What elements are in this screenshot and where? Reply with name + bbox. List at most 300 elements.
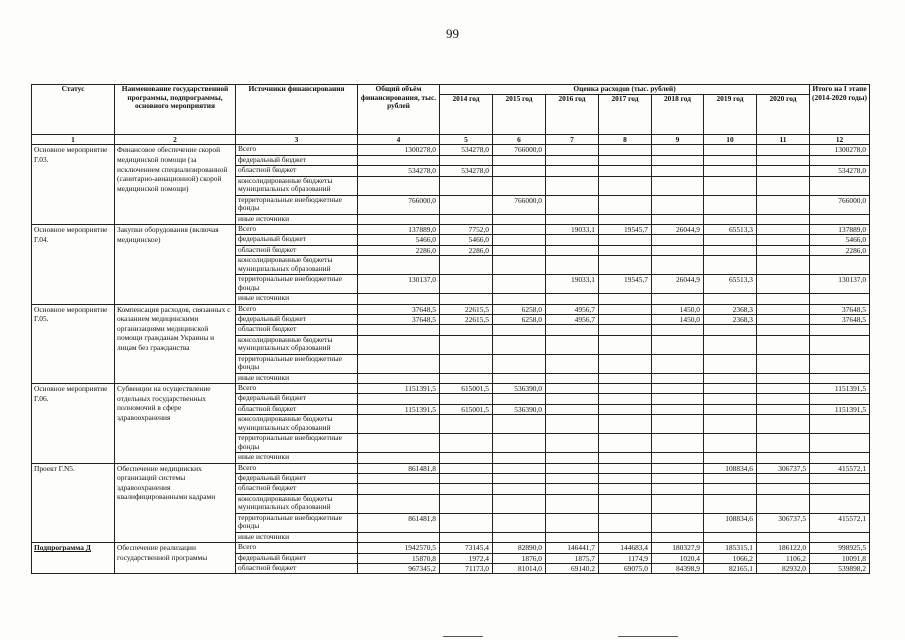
value-cell [810, 453, 870, 463]
value-cell [704, 325, 757, 335]
value-cell [757, 155, 810, 165]
value-cell [757, 245, 810, 255]
value-cell [546, 294, 599, 304]
value-cell [546, 513, 599, 532]
column-number: 2 [115, 135, 236, 145]
value-cell: 137889,0 [810, 224, 870, 234]
value-cell [546, 494, 599, 513]
value-cell: 19033,1 [546, 275, 599, 294]
column-number: 3 [236, 135, 358, 145]
table-row [32, 145, 870, 155]
row-name: Обеспечение реализации государственной программы [115, 543, 236, 574]
value-cell: 5466,0 [810, 235, 870, 245]
value-cell: 534278,0 [440, 166, 493, 176]
value-cell [358, 176, 440, 195]
row-status [32, 224, 115, 304]
value-cell [757, 494, 810, 513]
value-cell [599, 214, 652, 224]
row-name: Обеспечение медицинских организаций системы здравоохранения квалифицированными кадрами [115, 463, 236, 543]
source-label: областной бюджет [236, 563, 358, 573]
value-cell [546, 214, 599, 224]
value-cell: 26044,9 [652, 224, 704, 234]
value-cell [652, 335, 704, 354]
value-cell [358, 474, 440, 484]
value-cell [599, 532, 652, 542]
value-cell: 2286,0 [810, 245, 870, 255]
value-cell [599, 513, 652, 532]
value-cell [546, 256, 599, 275]
value-cell [652, 415, 704, 434]
value-cell: 766000,0 [493, 145, 546, 155]
value-cell [599, 384, 652, 394]
financing-table [31, 84, 870, 574]
value-cell [493, 373, 546, 383]
value-cell [704, 145, 757, 155]
value-cell: 861481,8 [358, 513, 440, 532]
value-cell [599, 155, 652, 165]
value-cell [440, 453, 493, 463]
value-cell [704, 235, 757, 245]
value-cell [493, 434, 546, 453]
value-cell: 69140,2 [546, 563, 599, 573]
value-cell [493, 166, 546, 176]
value-cell [652, 155, 704, 165]
value-cell [652, 463, 704, 473]
value-cell [546, 532, 599, 542]
value-cell [599, 176, 652, 195]
value-cell [493, 415, 546, 434]
value-cell: 766000,0 [493, 195, 546, 214]
value-cell [358, 354, 440, 373]
value-cell [599, 235, 652, 245]
value-cell: 82932,0 [757, 563, 810, 573]
value-cell [704, 245, 757, 255]
value-cell [652, 384, 704, 394]
value-cell [810, 532, 870, 542]
value-cell: 26044,9 [652, 275, 704, 294]
status-label: Основное мероприятие Г.06. [34, 384, 108, 403]
value-cell: 65513,3 [704, 275, 757, 294]
value-cell [652, 325, 704, 335]
value-cell [493, 235, 546, 245]
table-row [32, 543, 870, 553]
value-cell [757, 235, 810, 245]
value-cell [440, 494, 493, 513]
source-label: областной бюджет [236, 245, 358, 255]
value-cell [493, 513, 546, 532]
value-cell [493, 214, 546, 224]
value-cell [358, 434, 440, 453]
value-cell [546, 373, 599, 383]
value-cell [652, 394, 704, 404]
value-cell [757, 145, 810, 155]
row-name: Финансовое обеспечение скорой медицинской помощи (за исключением специализированной (санитарно-авиационной) скорой медицинской помощи) [115, 145, 236, 225]
value-cell [599, 195, 652, 214]
source-label: областной бюджет [236, 404, 358, 414]
value-cell: 1300278,0 [358, 145, 440, 155]
value-cell [652, 513, 704, 532]
value-cell [757, 484, 810, 494]
value-cell: 73145,4 [440, 543, 493, 553]
value-cell [493, 394, 546, 404]
value-cell: 861481,8 [358, 463, 440, 473]
row-name: Закупки оборудования (включая медицинское) [115, 224, 236, 304]
value-cell: 4956,7 [546, 304, 599, 314]
value-cell [810, 394, 870, 404]
header-year: 2018 год [652, 95, 704, 135]
value-cell [358, 494, 440, 513]
value-cell [493, 176, 546, 195]
value-cell: 1875,7 [546, 553, 599, 563]
value-cell: 4956,7 [546, 314, 599, 324]
value-cell [358, 256, 440, 275]
page-number: 99 [446, 26, 459, 41]
table-row [32, 224, 870, 234]
value-cell [704, 256, 757, 275]
value-cell [546, 145, 599, 155]
value-cell: 65513,3 [704, 224, 757, 234]
source-label: территориальные внебюджетные фонды [236, 195, 358, 214]
value-cell [810, 354, 870, 373]
value-cell [599, 335, 652, 354]
value-cell [599, 434, 652, 453]
value-cell: 10091,8 [810, 553, 870, 563]
value-cell [599, 294, 652, 304]
value-cell [599, 166, 652, 176]
column-number: 7 [546, 135, 599, 145]
value-cell [810, 484, 870, 494]
value-cell: 7752,0 [440, 224, 493, 234]
value-cell [440, 415, 493, 434]
value-cell [810, 176, 870, 195]
value-cell [358, 453, 440, 463]
value-cell [757, 166, 810, 176]
value-cell [493, 453, 546, 463]
value-cell: 1151391,5 [358, 404, 440, 414]
source-label: консолидированные бюджеты муниципальных образований [236, 176, 358, 195]
value-cell: 1174,9 [599, 553, 652, 563]
value-cell [652, 474, 704, 484]
column-number: 1 [32, 135, 115, 145]
value-cell: 1300278,0 [810, 145, 870, 155]
source-label: федеральный бюджет [236, 394, 358, 404]
column-number: 11 [757, 135, 810, 145]
value-cell [358, 325, 440, 335]
table-row [32, 463, 870, 473]
value-cell [546, 434, 599, 453]
value-cell: 37648,5 [810, 314, 870, 324]
value-cell: 615001,5 [440, 404, 493, 414]
value-cell [704, 484, 757, 494]
source-label: консолидированные бюджеты муниципальных образований [236, 494, 358, 513]
value-cell: 19545,7 [599, 275, 652, 294]
row-name: Субвенции на осуществление отдельных государственных полномочий в сфере здравоохранения [115, 384, 236, 464]
value-cell [493, 256, 546, 275]
value-cell: 539898,2 [810, 563, 870, 573]
source-label: федеральный бюджет [236, 553, 358, 563]
status-label: Основное мероприятие Г.04. [34, 224, 108, 244]
row-status [32, 543, 115, 574]
source-label: федеральный бюджет [236, 235, 358, 245]
value-cell: 82890,0 [493, 543, 546, 553]
value-cell [546, 453, 599, 463]
value-cell: 536390,0 [493, 404, 546, 414]
value-cell: 6258,0 [493, 314, 546, 324]
value-cell [704, 176, 757, 195]
value-cell [652, 532, 704, 542]
value-cell [493, 494, 546, 513]
source-label: областной бюджет [236, 484, 358, 494]
value-cell [810, 335, 870, 354]
row-status [32, 463, 115, 543]
value-cell [599, 325, 652, 335]
value-cell: 2286,0 [440, 245, 493, 255]
value-cell [358, 335, 440, 354]
header-year: 2017 год [599, 95, 652, 135]
column-number: 6 [493, 135, 546, 145]
value-cell [358, 373, 440, 383]
value-cell [546, 463, 599, 473]
value-cell: 37648,5 [358, 314, 440, 324]
value-cell [704, 155, 757, 165]
value-cell: 967345,2 [358, 563, 440, 573]
value-cell: 534278,0 [440, 145, 493, 155]
value-cell: 1020,4 [652, 553, 704, 563]
value-cell [599, 314, 652, 324]
value-cell: 1151391,5 [810, 404, 870, 414]
value-cell [599, 394, 652, 404]
value-cell [440, 335, 493, 354]
header-itogo: Итого на I этапе (2014-2020 годы) [810, 85, 870, 135]
value-cell [358, 484, 440, 494]
header-estimate: Оценка расходов (тыс. рублей) [440, 85, 810, 95]
source-label: территориальные внебюджетные фонды [236, 513, 358, 532]
header-year: 2015 год [493, 95, 546, 135]
value-cell [493, 224, 546, 234]
value-cell: 415572,1 [810, 463, 870, 473]
value-cell [652, 256, 704, 275]
value-cell [599, 494, 652, 513]
value-cell [757, 404, 810, 414]
value-cell [652, 484, 704, 494]
value-cell [652, 145, 704, 155]
value-cell: 144683,4 [599, 543, 652, 553]
value-cell [440, 463, 493, 473]
value-cell [440, 195, 493, 214]
header-source: Источники финансирования [236, 85, 358, 135]
value-cell [546, 415, 599, 434]
value-cell [757, 195, 810, 214]
value-cell [810, 434, 870, 453]
source-label: иные источники [236, 532, 358, 542]
value-cell [599, 304, 652, 314]
source-label: территориальные внебюджетные фонды [236, 275, 358, 294]
value-cell [440, 532, 493, 542]
value-cell: 1972,4 [440, 553, 493, 563]
source-label: областной бюджет [236, 166, 358, 176]
value-cell [757, 304, 810, 314]
value-cell [546, 335, 599, 354]
value-cell [757, 176, 810, 195]
value-cell [493, 463, 546, 473]
value-cell: 15870,8 [358, 553, 440, 563]
value-cell [757, 474, 810, 484]
value-cell [810, 256, 870, 275]
value-cell [546, 235, 599, 245]
header-year: 2019 год [704, 95, 757, 135]
value-cell [652, 294, 704, 304]
value-cell: 2368,3 [704, 314, 757, 324]
value-cell [652, 214, 704, 224]
value-cell [757, 453, 810, 463]
value-cell [440, 294, 493, 304]
value-cell [493, 294, 546, 304]
value-cell [599, 453, 652, 463]
value-cell [546, 474, 599, 484]
value-cell [704, 434, 757, 453]
value-cell [440, 325, 493, 335]
value-cell: 84398,9 [652, 563, 704, 573]
value-cell: 5466,0 [358, 235, 440, 245]
source-label: иные источники [236, 294, 358, 304]
header-name: Наименование государственной программы, подпрограммы, основного мероприятия [115, 85, 236, 135]
value-cell: 108834,6 [704, 463, 757, 473]
value-cell [757, 354, 810, 373]
value-cell: 185315,1 [704, 543, 757, 553]
row-status [32, 384, 115, 464]
status-label: Основное мероприятие Г.05. [34, 304, 108, 324]
value-cell [810, 155, 870, 165]
value-cell [704, 532, 757, 542]
value-cell: 534278,0 [358, 166, 440, 176]
value-cell [358, 415, 440, 434]
value-cell: 415572,1 [810, 513, 870, 532]
value-cell: 766000,0 [358, 195, 440, 214]
value-cell [440, 474, 493, 484]
value-cell [704, 394, 757, 404]
status-label: Основное мероприятие Г.03. [34, 145, 108, 164]
value-cell [440, 434, 493, 453]
value-cell [358, 214, 440, 224]
value-cell: 1106,2 [757, 553, 810, 563]
value-cell: 2286,0 [358, 245, 440, 255]
value-cell [546, 384, 599, 394]
value-cell [704, 214, 757, 224]
source-label: областной бюджет [236, 325, 358, 335]
value-cell: 534278,0 [810, 166, 870, 176]
value-cell [704, 373, 757, 383]
value-cell [546, 176, 599, 195]
source-label: Всего [236, 145, 358, 155]
value-cell [757, 415, 810, 434]
row-status [32, 145, 115, 225]
value-cell [704, 335, 757, 354]
value-cell: 130137,0 [358, 275, 440, 294]
value-cell [493, 532, 546, 542]
value-cell [358, 394, 440, 404]
value-cell: 998925,5 [810, 543, 870, 553]
value-cell [440, 256, 493, 275]
value-cell [546, 354, 599, 373]
value-cell [652, 245, 704, 255]
value-cell: 6258,0 [493, 304, 546, 314]
value-cell [493, 484, 546, 494]
value-cell [757, 532, 810, 542]
value-cell: 82165,1 [704, 563, 757, 573]
value-cell [599, 256, 652, 275]
value-cell: 130137,0 [810, 275, 870, 294]
value-cell [757, 256, 810, 275]
value-cell: 1942570,5 [358, 543, 440, 553]
value-cell [493, 155, 546, 165]
column-number-row [32, 135, 870, 145]
source-label: иные источники [236, 453, 358, 463]
value-cell [652, 434, 704, 453]
value-cell [493, 354, 546, 373]
value-cell: 766000,0 [810, 195, 870, 214]
value-cell [704, 384, 757, 394]
value-cell: 536390,0 [493, 384, 546, 394]
value-cell [757, 434, 810, 453]
value-cell [757, 314, 810, 324]
source-label: консолидированные бюджеты муниципальных образований [236, 335, 358, 354]
value-cell [652, 195, 704, 214]
value-cell [440, 176, 493, 195]
value-cell: 19545,7 [599, 224, 652, 234]
value-cell [757, 325, 810, 335]
value-cell [599, 484, 652, 494]
source-label: федеральный бюджет [236, 314, 358, 324]
value-cell: 306737,5 [757, 463, 810, 473]
value-cell: 180327,9 [652, 543, 704, 553]
value-cell: 137889,0 [358, 224, 440, 234]
value-cell [440, 373, 493, 383]
source-label: Всего [236, 384, 358, 394]
value-cell [810, 415, 870, 434]
source-label: территориальные внебюджетные фонды [236, 434, 358, 453]
value-cell [440, 214, 493, 224]
status-label: Проект Г.N5. [34, 463, 75, 473]
status-label: Подпрограмма Д [34, 543, 91, 553]
value-cell [652, 404, 704, 414]
value-cell [757, 214, 810, 224]
source-label: Всего [236, 463, 358, 473]
value-cell [599, 404, 652, 414]
value-cell [652, 166, 704, 176]
header-total: Общий объём финансирования, тыс. рублей [358, 85, 440, 135]
value-cell [358, 532, 440, 542]
value-cell: 108834,6 [704, 513, 757, 532]
table-row [32, 304, 870, 314]
row-status [32, 304, 115, 384]
value-cell [810, 373, 870, 383]
value-cell: 2368,3 [704, 304, 757, 314]
value-cell [599, 415, 652, 434]
value-cell: 22615,5 [440, 304, 493, 314]
value-cell [704, 494, 757, 513]
value-cell [546, 484, 599, 494]
value-cell [493, 474, 546, 484]
value-cell [704, 404, 757, 414]
value-cell [757, 294, 810, 304]
value-cell: 5466,0 [440, 235, 493, 245]
column-number: 4 [358, 135, 440, 145]
value-cell [546, 394, 599, 404]
value-cell [757, 224, 810, 234]
value-cell [704, 453, 757, 463]
value-cell [440, 484, 493, 494]
value-cell [757, 335, 810, 354]
